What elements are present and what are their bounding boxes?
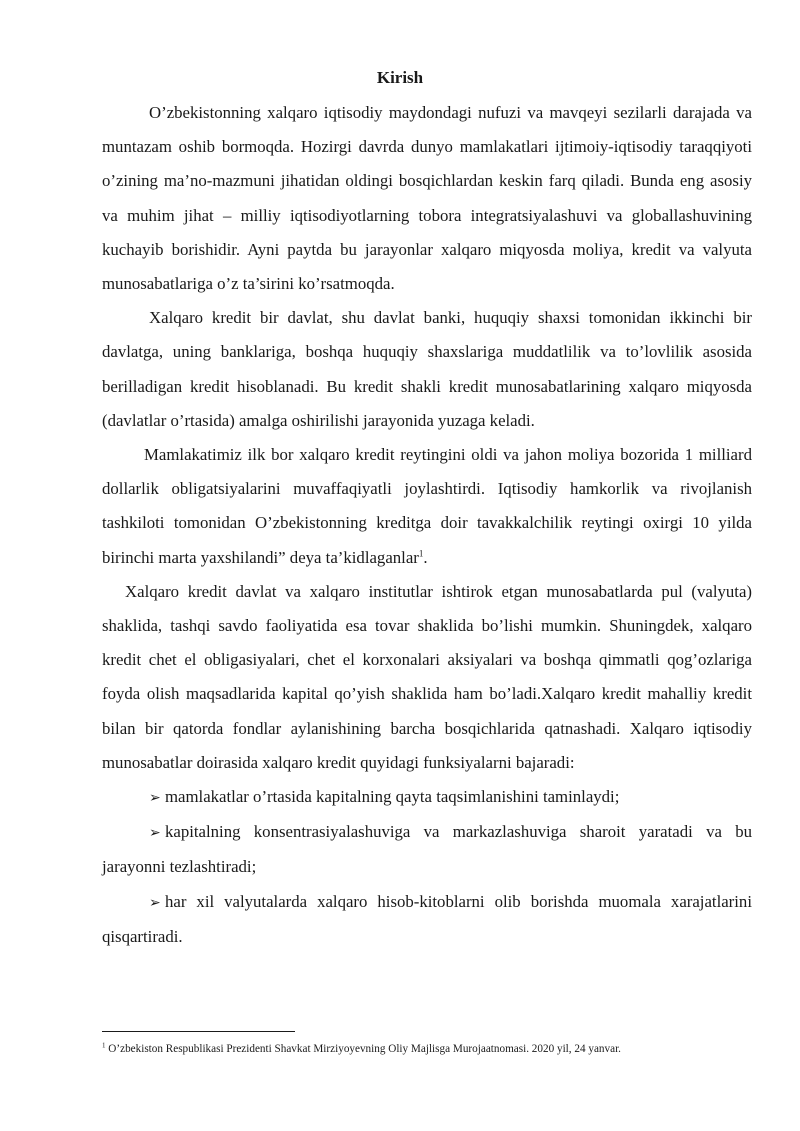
paragraph-3: [102, 438, 752, 575]
paragraph-1: O’zbekistonning xalqaro iqtisodiy maydondagi nufuzi va mavqeyi sezilarli darajada va muntazam oshib bormoqda. Hozirgi davrda dunyo mamlakatlari ijtimoiy-iqtisodiy taraqqiyoti o’zining ma’no-mazmuni jihatidan oldingi bosqichlardan keskin farq qiladi. Bunda eng asosiy va muhim jihat – milliy iqtisodiyotlarning tobora integratsiyalashuvi va globallashuvining kuchayib borishidir. Ayni paytda bu jarayonlar xalqaro miqyosda moliya, kredit va valyuta munosabatlariga o’z ta’sirini ko’rsatmoqda.: [102, 103, 752, 294]
paragraph-4: Xalqaro kredit davlat va xalqaro institutlar ishtirok etgan munosabatlarda pul (valyuta) shaklida, tashqi savdo faoliyatida esa tovar shaklida bo’lishi mumkin. Shuningdek, xalqaro kredit chet el obligasiyalari, chet el korxonalari aksiyalari va boshqa qimmatli qog’ozlariga foyda olish maqsadlarida kapital qo’yish shaklida ham bo’ladi.Xalqaro kredit mahalliy kredit bilan bir qatorda fondlar aylanishining barcha bosqichlarida qatnashadi. Xalqaro iqtisodiy munosabatlar doirasida xalqaro kredit quyidagi funksiyalarni bajaradi:: [102, 581, 752, 772]
footnote-separator: [102, 1031, 295, 1032]
page-title: Kirish: [376, 68, 424, 87]
paragraph-2: Xalqaro kredit bir davlat, shu davlat banki, huquqiy shaxsi tomonidan ikkinchi bir davlatga, uning banklariga, boshqa huquqiy shaxslariga muddatlilik va to’lovlilik asosida berilladigan kredit hisoblanadi. Bu kredit shakli kredit munosabatlarining xalqaro miqyosda (davlatlar o’rtasida) amalga oshirilishi jarayonida yuzaga keladi.: [102, 308, 752, 430]
bullet-item-text: kapitalning konsentrasiyalashuviga va markazlashuviga sharoit yaratadi va bu jarayonni tezlashtiradi;: [102, 822, 752, 877]
arrow-bullet-icon: ➢: [149, 825, 161, 842]
bullet-item-text: har xil valyutalarda xalqaro hisob-kitoblarni olib borishda muomala xarajatlarini qisqartiradi.: [102, 891, 752, 946]
paragraph-3-text: Mamlakatimiz ilk bor xalqaro kredit reytingini oldi va jahon moliya bozorida 1 milliard dollarlik obligatsiyalarini muvaffaqiyatli joylashtirdi. Iqtisodiy hamkorlik va rivojlanish tashkiloti tomonidan O’zbekistonning kreditga doir tavakkalchilik reytingi oxirgi 10 yilda birinchi marta yaxshilandi” deya ta’kidlaganlar: [102, 445, 752, 567]
document-body: [102, 96, 752, 954]
footnote-number: 1: [102, 1041, 106, 1050]
footnote-text: O’zbekiston Respublikasi Prezidenti Shavkat Mirziyoyevning Oliy Majlisga Murojaatnomasi. 2020 yil, 24 yanvar.: [105, 1043, 621, 1055]
footnote-reference-suffix: .: [423, 547, 428, 567]
footnote: [102, 1041, 762, 1057]
footnote-reference[interactable]: 1: [418, 548, 424, 559]
arrow-bullet-icon: ➢: [149, 790, 161, 807]
arrow-bullet-icon: ➢: [149, 894, 161, 911]
bullet-item-2: [102, 815, 752, 884]
bullet-item-text: mamlakatlar o’rtasida kapitalning qayta taqsimlanishini taminlaydi;: [165, 787, 620, 807]
bullet-item-1: [102, 780, 752, 815]
bullet-item-3: [102, 885, 752, 954]
